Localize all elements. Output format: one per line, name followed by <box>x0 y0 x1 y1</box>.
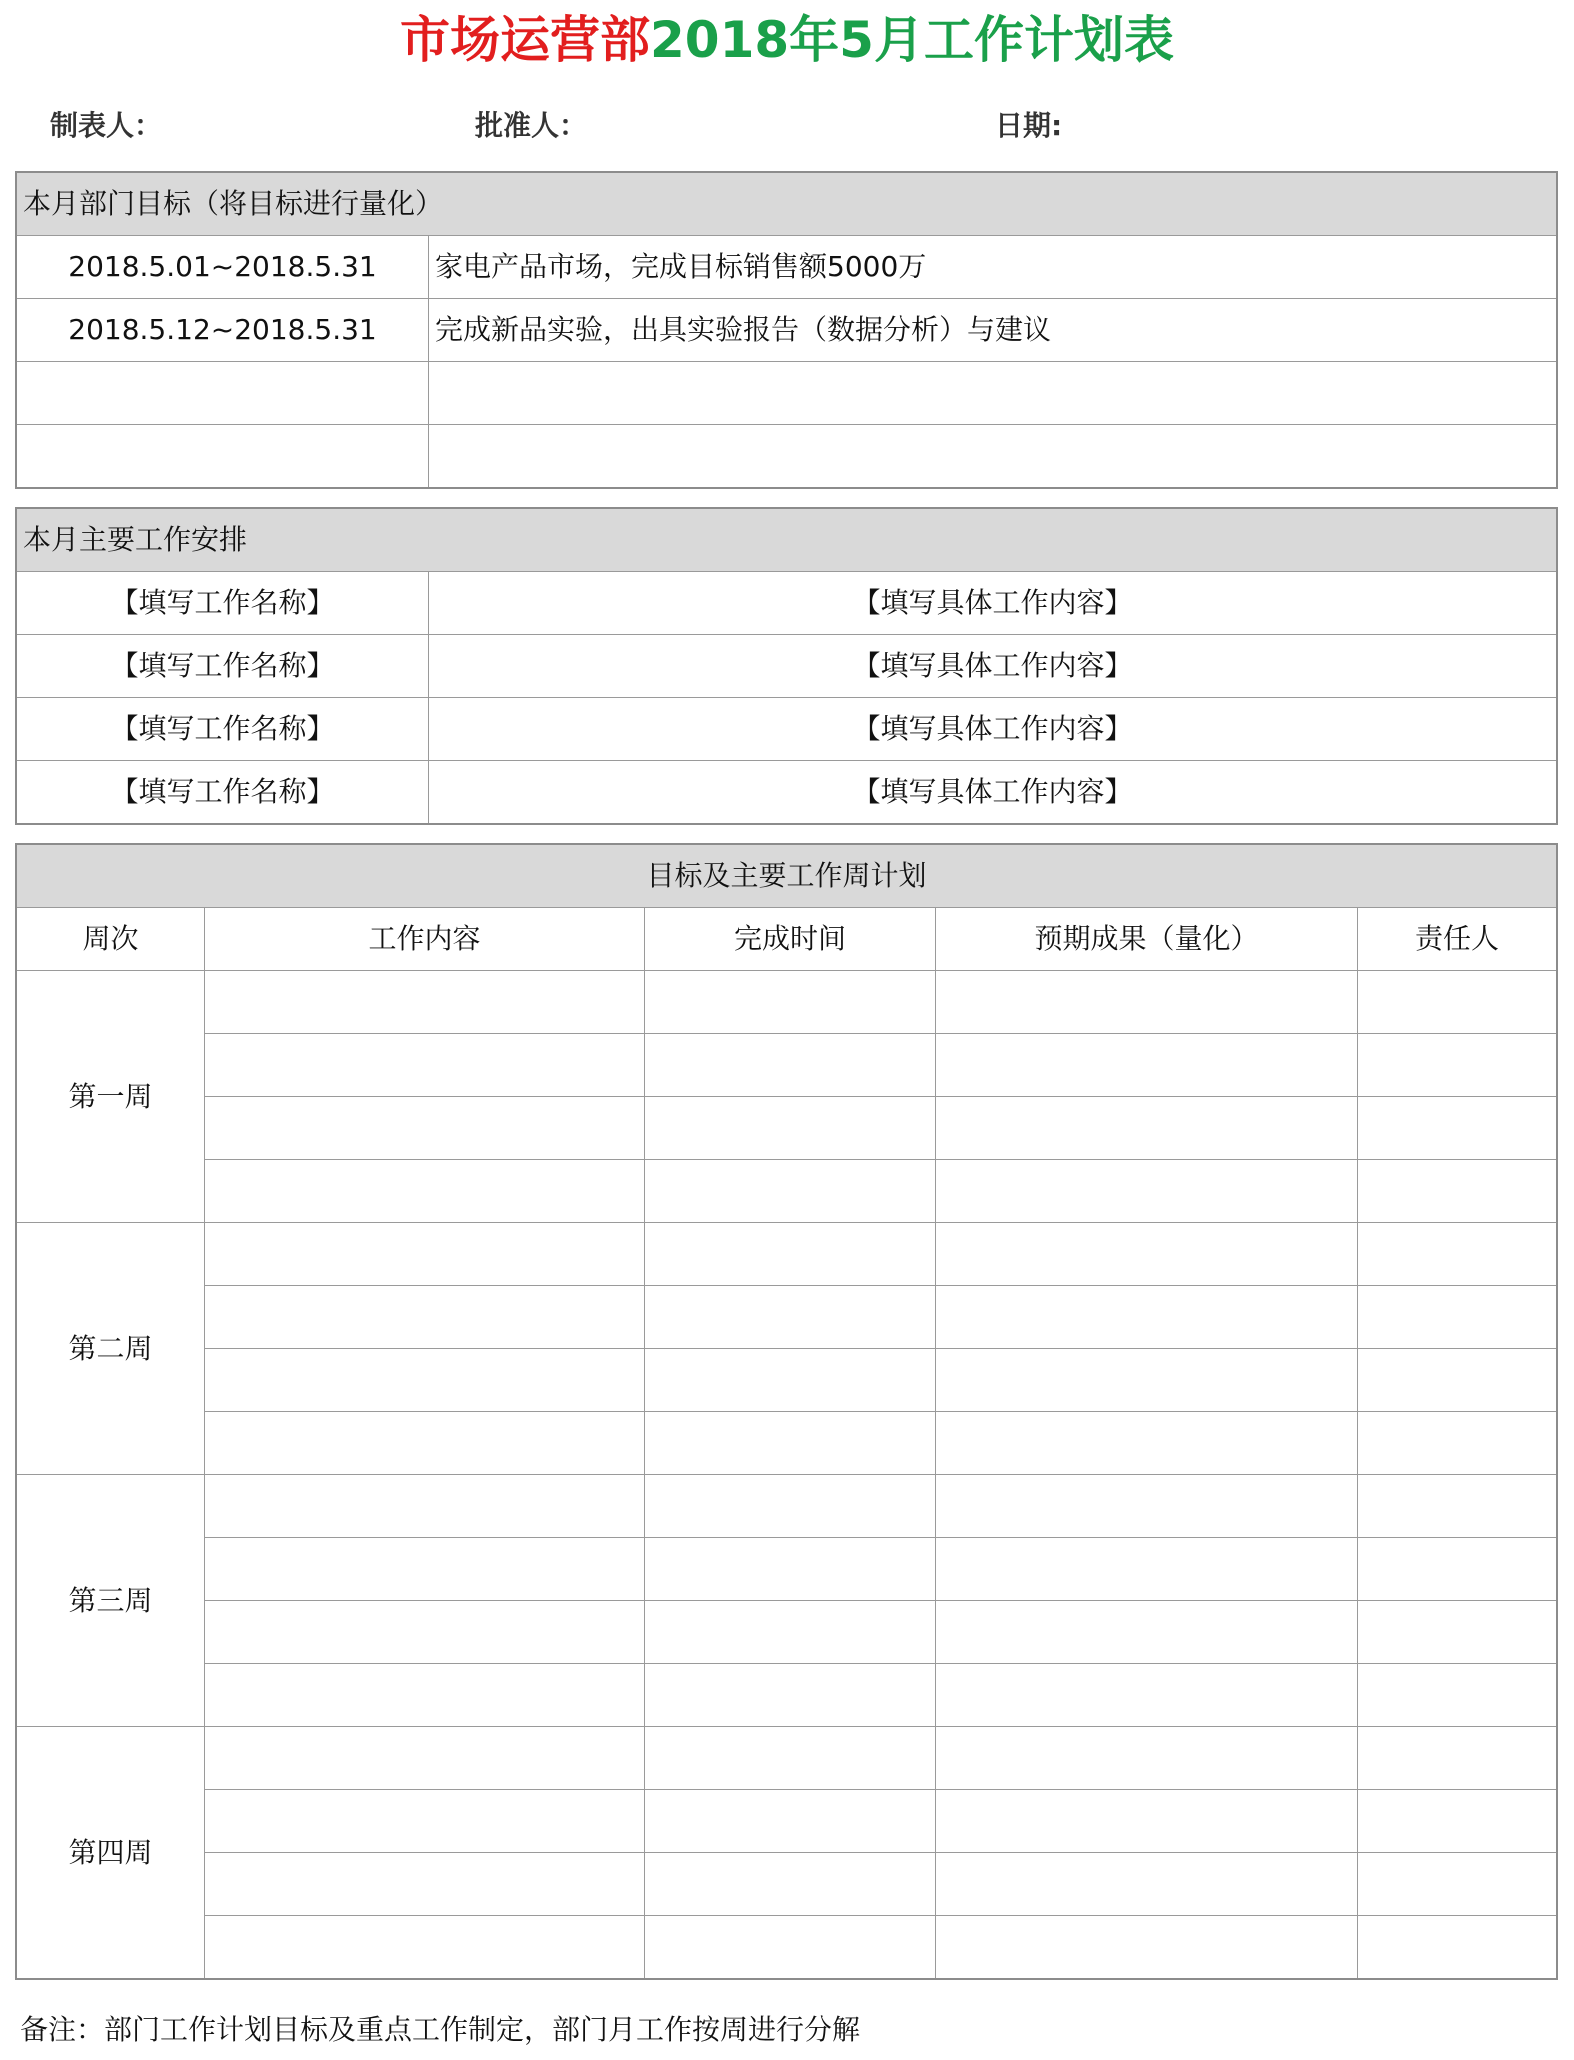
weekly-plan-table <box>16 844 1557 1979</box>
goals-header: 本月部门目标（将目标进行量化） <box>17 173 1557 236</box>
finish-time-cell[interactable] <box>645 1475 936 1538</box>
footer-note: 备注：部门工作计划目标及重点工作制定，部门月工作按周进行分解 <box>20 2013 861 2046</box>
expected-result-cell[interactable] <box>936 1349 1358 1412</box>
work-content-cell[interactable] <box>205 1601 645 1664</box>
maker-label: 制表人： <box>50 109 163 142</box>
expected-result-cell[interactable] <box>936 1916 1358 1979</box>
week-row <box>17 1034 1557 1097</box>
owner-cell[interactable] <box>1358 1160 1557 1223</box>
finish-time-cell[interactable] <box>645 1097 936 1160</box>
finish-time-cell[interactable] <box>645 1349 936 1412</box>
owner-cell[interactable] <box>1358 1601 1557 1664</box>
work-name-cell[interactable]: 【填写工作名称】 <box>17 761 429 824</box>
arrangement-row <box>17 698 1557 761</box>
col-expected-result: 预期成果（量化） <box>936 908 1358 971</box>
week-row <box>17 1601 1557 1664</box>
week-row <box>17 1664 1557 1727</box>
expected-result-cell[interactable] <box>936 1034 1358 1097</box>
work-content-cell[interactable] <box>205 1412 645 1475</box>
week-row <box>17 1790 1557 1853</box>
week-row <box>17 1286 1557 1349</box>
work-name-cell[interactable]: 【填写工作名称】 <box>17 698 429 761</box>
owner-cell[interactable] <box>1358 1097 1557 1160</box>
owner-cell[interactable] <box>1358 1664 1557 1727</box>
goal-content-cell[interactable]: 家电产品市场，完成目标销售额5000万 <box>429 236 1557 299</box>
work-content-cell[interactable] <box>205 971 645 1034</box>
work-content-cell[interactable]: 【填写具体工作内容】 <box>429 698 1557 761</box>
expected-result-cell[interactable] <box>936 1097 1358 1160</box>
expected-result-cell[interactable] <box>936 1475 1358 1538</box>
work-content-cell[interactable] <box>205 1223 645 1286</box>
goal-row <box>17 299 1557 362</box>
arrangements-header: 本月主要工作安排 <box>17 509 1557 572</box>
work-content-cell[interactable] <box>205 1349 645 1412</box>
owner-cell[interactable] <box>1358 1412 1557 1475</box>
expected-result-cell[interactable] <box>936 1160 1358 1223</box>
finish-time-cell[interactable] <box>645 1916 936 1979</box>
finish-time-cell[interactable] <box>645 1160 936 1223</box>
finish-time-cell[interactable] <box>645 1601 936 1664</box>
week-row <box>17 1538 1557 1601</box>
work-content-cell[interactable] <box>205 1664 645 1727</box>
expected-result-cell[interactable] <box>936 1790 1358 1853</box>
work-name-cell[interactable]: 【填写工作名称】 <box>17 635 429 698</box>
work-content-cell[interactable] <box>205 1853 645 1916</box>
expected-result-cell[interactable] <box>936 1223 1358 1286</box>
owner-cell[interactable] <box>1358 1475 1557 1538</box>
weekly-header: 目标及主要工作周计划 <box>17 845 1557 908</box>
week-row <box>17 1853 1557 1916</box>
week-row <box>17 1097 1557 1160</box>
owner-cell[interactable] <box>1358 1853 1557 1916</box>
work-content-cell[interactable]: 【填写具体工作内容】 <box>429 572 1557 635</box>
work-content-cell[interactable] <box>205 1538 645 1601</box>
arrangement-row <box>17 761 1557 824</box>
expected-result-cell[interactable] <box>936 1601 1358 1664</box>
col-finish-time: 完成时间 <box>645 908 936 971</box>
finish-time-cell[interactable] <box>645 1727 936 1790</box>
work-content-cell[interactable] <box>205 1916 645 1979</box>
goal-content-cell[interactable] <box>429 425 1557 488</box>
meta-row <box>0 104 1574 148</box>
work-content-cell[interactable] <box>205 1727 645 1790</box>
arrangement-row <box>17 572 1557 635</box>
finish-time-cell[interactable] <box>645 1286 936 1349</box>
page-title <box>0 8 1574 72</box>
weekly-column-header-row <box>17 908 1557 971</box>
work-content-cell[interactable] <box>205 1286 645 1349</box>
work-content-cell[interactable]: 【填写具体工作内容】 <box>429 761 1557 824</box>
finish-time-cell[interactable] <box>645 971 936 1034</box>
arrangements-table <box>16 508 1557 824</box>
owner-cell[interactable] <box>1358 1034 1557 1097</box>
finish-time-cell[interactable] <box>645 1664 936 1727</box>
col-work-content: 工作内容 <box>205 908 645 971</box>
week-label: 第二周 <box>17 1223 205 1475</box>
goal-period-cell[interactable]: 2018.5.01~2018.5.31 <box>17 236 429 299</box>
goals-table <box>16 172 1557 488</box>
arrangement-row <box>17 635 1557 698</box>
work-content-cell[interactable]: 【填写具体工作内容】 <box>429 635 1557 698</box>
goal-content-cell[interactable] <box>429 362 1557 425</box>
goal-period-cell[interactable] <box>17 362 429 425</box>
finish-time-cell[interactable] <box>645 1853 936 1916</box>
goal-period-cell[interactable] <box>17 425 429 488</box>
week-row <box>17 1223 1557 1286</box>
work-name-cell[interactable]: 【填写工作名称】 <box>17 572 429 635</box>
finish-time-cell[interactable] <box>645 1538 936 1601</box>
week-row <box>17 1349 1557 1412</box>
expected-result-cell[interactable] <box>936 1727 1358 1790</box>
week-row <box>17 971 1557 1034</box>
goal-period-cell[interactable]: 2018.5.12~2018.5.31 <box>17 299 429 362</box>
owner-cell[interactable] <box>1358 1286 1557 1349</box>
col-owner: 责任人 <box>1358 908 1557 971</box>
expected-result-cell[interactable] <box>936 1412 1358 1475</box>
week-row <box>17 1475 1557 1538</box>
owner-cell[interactable] <box>1358 971 1557 1034</box>
work-content-cell[interactable] <box>205 1034 645 1097</box>
week-row <box>17 1160 1557 1223</box>
date-label: 日期: <box>995 109 1063 142</box>
expected-result-cell[interactable] <box>936 971 1358 1034</box>
goal-row <box>17 236 1557 299</box>
expected-result-cell[interactable] <box>936 1664 1358 1727</box>
week-row <box>17 1412 1557 1475</box>
expected-result-cell[interactable] <box>936 1853 1358 1916</box>
week-row <box>17 1727 1557 1790</box>
finish-time-cell[interactable] <box>645 1034 936 1097</box>
owner-cell[interactable] <box>1358 1538 1557 1601</box>
work-content-cell[interactable] <box>205 1475 645 1538</box>
expected-result-cell[interactable] <box>936 1286 1358 1349</box>
approver-label: 批准人： <box>475 109 588 142</box>
week-label: 第三周 <box>17 1475 205 1727</box>
title-plan: 2018年5月工作计划表 <box>650 11 1174 69</box>
work-content-cell[interactable] <box>205 1097 645 1160</box>
owner-cell[interactable] <box>1358 1349 1557 1412</box>
work-content-cell[interactable] <box>205 1160 645 1223</box>
finish-time-cell[interactable] <box>645 1412 936 1475</box>
finish-time-cell[interactable] <box>645 1790 936 1853</box>
week-row <box>17 1916 1557 1979</box>
title-department: 市场运营部 <box>400 11 651 69</box>
finish-time-cell[interactable] <box>645 1223 936 1286</box>
owner-cell[interactable] <box>1358 1916 1557 1979</box>
goal-row <box>17 362 1557 425</box>
owner-cell[interactable] <box>1358 1223 1557 1286</box>
goal-content-cell[interactable]: 完成新品实验，出具实验报告（数据分析）与建议 <box>429 299 1557 362</box>
col-week: 周次 <box>17 908 205 971</box>
week-label: 第一周 <box>17 971 205 1223</box>
goal-row <box>17 425 1557 488</box>
expected-result-cell[interactable] <box>936 1538 1358 1601</box>
work-content-cell[interactable] <box>205 1790 645 1853</box>
owner-cell[interactable] <box>1358 1727 1557 1790</box>
owner-cell[interactable] <box>1358 1790 1557 1853</box>
week-label: 第四周 <box>17 1727 205 1979</box>
